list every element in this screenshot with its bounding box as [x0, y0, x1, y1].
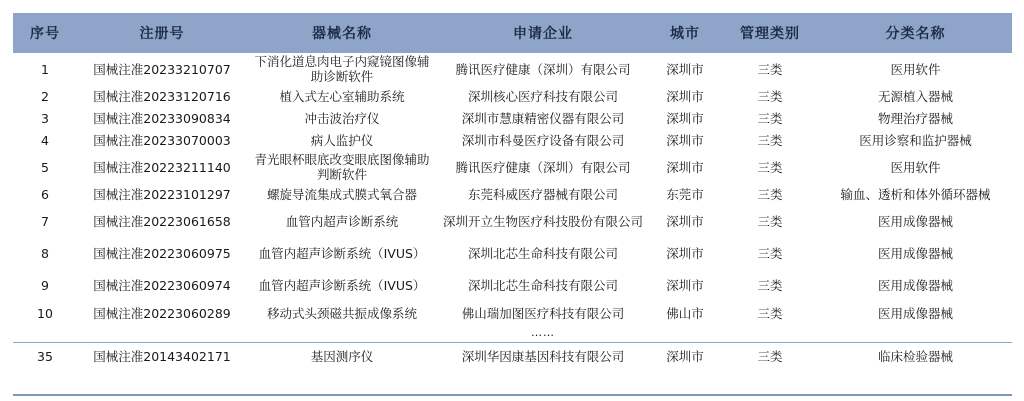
cell-index: 4: [41, 132, 49, 148]
cell-device-name: 移动式头颈磁共振成像系统: [266, 305, 417, 321]
cell-reg-no: 国械注准20223101297: [93, 186, 231, 202]
cell-reg-no: 国械注准20233070003: [93, 132, 231, 148]
cell-city: 深圳市: [666, 61, 704, 77]
cell-mgmt-class: 三类: [757, 277, 783, 293]
cell-reg-no: 国械注准20223061658: [93, 213, 231, 229]
cell-city: 深圳市: [666, 110, 704, 126]
cell-city: 深圳市: [666, 132, 704, 148]
cell-company: 深圳市慧康精密仪器有限公司: [461, 110, 625, 126]
cell-category: 医用成像器械: [877, 213, 953, 229]
header-reg-no: 注册号: [139, 26, 185, 42]
cell-mgmt-class: 三类: [757, 186, 783, 202]
cell-category: 医用诊察和监护器械: [859, 132, 972, 148]
cell-mgmt-class: 三类: [757, 88, 783, 104]
header-device-name: 器械名称: [312, 26, 372, 42]
cell-device-name: 血管内超声诊断系统（IVUS）: [258, 277, 426, 293]
cell-index: 9: [41, 277, 49, 293]
header-category: 分类名称: [885, 26, 946, 42]
table-row: [13, 269, 1012, 301]
cell-category: 医用软件: [890, 61, 941, 77]
header-company: 申请企业: [513, 26, 573, 42]
cell-city: 深圳市: [666, 277, 704, 293]
cell-index: 3: [41, 110, 49, 126]
cell-company: 东莞科威医疗器械有限公司: [467, 186, 618, 202]
cell-index: 10: [37, 305, 53, 321]
cell-city: 深圳市: [666, 213, 704, 229]
cell-reg-no: 国械注准20223060975: [93, 245, 231, 261]
cell-mgmt-class: 三类: [757, 245, 783, 261]
cell-reg-no: 国械注准20233090834: [93, 110, 231, 126]
cell-company: 深圳北芯生命科技有限公司: [467, 245, 618, 261]
cell-device-name: 血管内超声诊断系统（IVUS）: [258, 245, 426, 261]
cell-mgmt-class: 三类: [757, 61, 783, 77]
cell-category: 临床检验器械: [877, 348, 953, 364]
cell-city: 深圳市: [666, 245, 704, 261]
table-row: [13, 237, 1012, 269]
cell-city: 深圳市: [666, 88, 704, 104]
table-header-row: [13, 13, 1012, 53]
cell-device-name: 螺旋导流集成式膜式氧合器: [266, 186, 417, 202]
cell-category: 物理治疗器械: [877, 110, 953, 126]
cell-index: 35: [37, 348, 53, 364]
table-row: [13, 129, 1012, 151]
header-index: 序号: [30, 26, 60, 42]
cell-company: 深圳市科曼医疗设备有限公司: [461, 132, 625, 148]
cell-device-name: 下消化道息肉电子内窥镜图像辅助诊断软件: [254, 54, 430, 84]
cell-city: 佛山市: [666, 305, 704, 321]
cell-index: 2: [41, 88, 49, 104]
ellipsis-row: [13, 325, 1012, 342]
table-row: [13, 151, 1012, 183]
cell-mgmt-class: 三类: [757, 132, 783, 148]
table-row: [13, 342, 1012, 370]
cell-reg-no: 国械注准20223060974: [93, 277, 231, 293]
cell-mgmt-class: 三类: [757, 110, 783, 126]
cell-mgmt-class: 三类: [757, 159, 783, 175]
cell-reg-no: 国械注准20143402171: [93, 348, 231, 364]
ellipsis-mark: ……: [531, 326, 555, 340]
table-row: [13, 183, 1012, 205]
cell-device-name: 基因测序仪: [310, 348, 374, 364]
cell-city: 深圳市: [666, 159, 704, 175]
table-row: [13, 107, 1012, 129]
cell-category: 医用成像器械: [877, 305, 953, 321]
header-mgmt-class: 管理类别: [740, 26, 800, 42]
cell-company: 深圳开立生物医疗科技股份有限公司: [442, 213, 643, 229]
table-row: [13, 85, 1012, 107]
cell-device-name: 冲击波治疗仪: [304, 110, 380, 126]
table-bottom-rule: [13, 394, 1012, 396]
cell-company: 深圳华因康基因科技有限公司: [461, 348, 625, 364]
table-row: [13, 53, 1012, 85]
cell-city: 深圳市: [666, 348, 704, 364]
cell-category: 医用成像器械: [877, 277, 953, 293]
cell-category: 医用软件: [890, 159, 941, 175]
cell-category: 医用成像器械: [877, 245, 953, 261]
table-row: [13, 301, 1012, 325]
cell-device-name: 植入式左心室辅助系统: [279, 88, 405, 104]
cell-index: 5: [41, 159, 49, 175]
device-registration-table: [13, 13, 1012, 370]
cell-company: 佛山瑞加图医疗科技有限公司: [461, 305, 625, 321]
cell-mgmt-class: 三类: [757, 305, 783, 321]
cell-reg-no: 国械注准20233120716: [93, 88, 231, 104]
cell-mgmt-class: 三类: [757, 348, 783, 364]
cell-city: 东莞市: [666, 186, 704, 202]
cell-company: 深圳核心医疗科技有限公司: [467, 88, 618, 104]
cell-company: 腾讯医疗健康（深圳）有限公司: [455, 61, 631, 77]
cell-index: 8: [41, 245, 49, 261]
cell-reg-no: 国械注准20223060289: [93, 305, 231, 321]
cell-reg-no: 国械注准20233210707: [93, 61, 231, 77]
cell-device-name: 青光眼杯眼底改变眼底图像辅助判断软件: [254, 152, 430, 182]
header-city: 城市: [670, 26, 700, 42]
cell-reg-no: 国械注准20223211140: [93, 159, 231, 175]
cell-index: 7: [41, 213, 49, 229]
cell-device-name: 血管内超声诊断系统: [285, 213, 399, 229]
cell-company: 腾讯医疗健康（深圳）有限公司: [455, 159, 631, 175]
cell-category: 输血、透析和体外循环器械: [840, 186, 991, 202]
cell-category: 无源植入器械: [877, 88, 953, 104]
cell-mgmt-class: 三类: [757, 213, 783, 229]
cell-index: 6: [41, 186, 49, 202]
cell-index: 1: [41, 61, 49, 77]
cell-device-name: 病人监护仪: [310, 132, 374, 148]
cell-company: 深圳北芯生命科技有限公司: [467, 277, 618, 293]
table-row: [13, 205, 1012, 237]
